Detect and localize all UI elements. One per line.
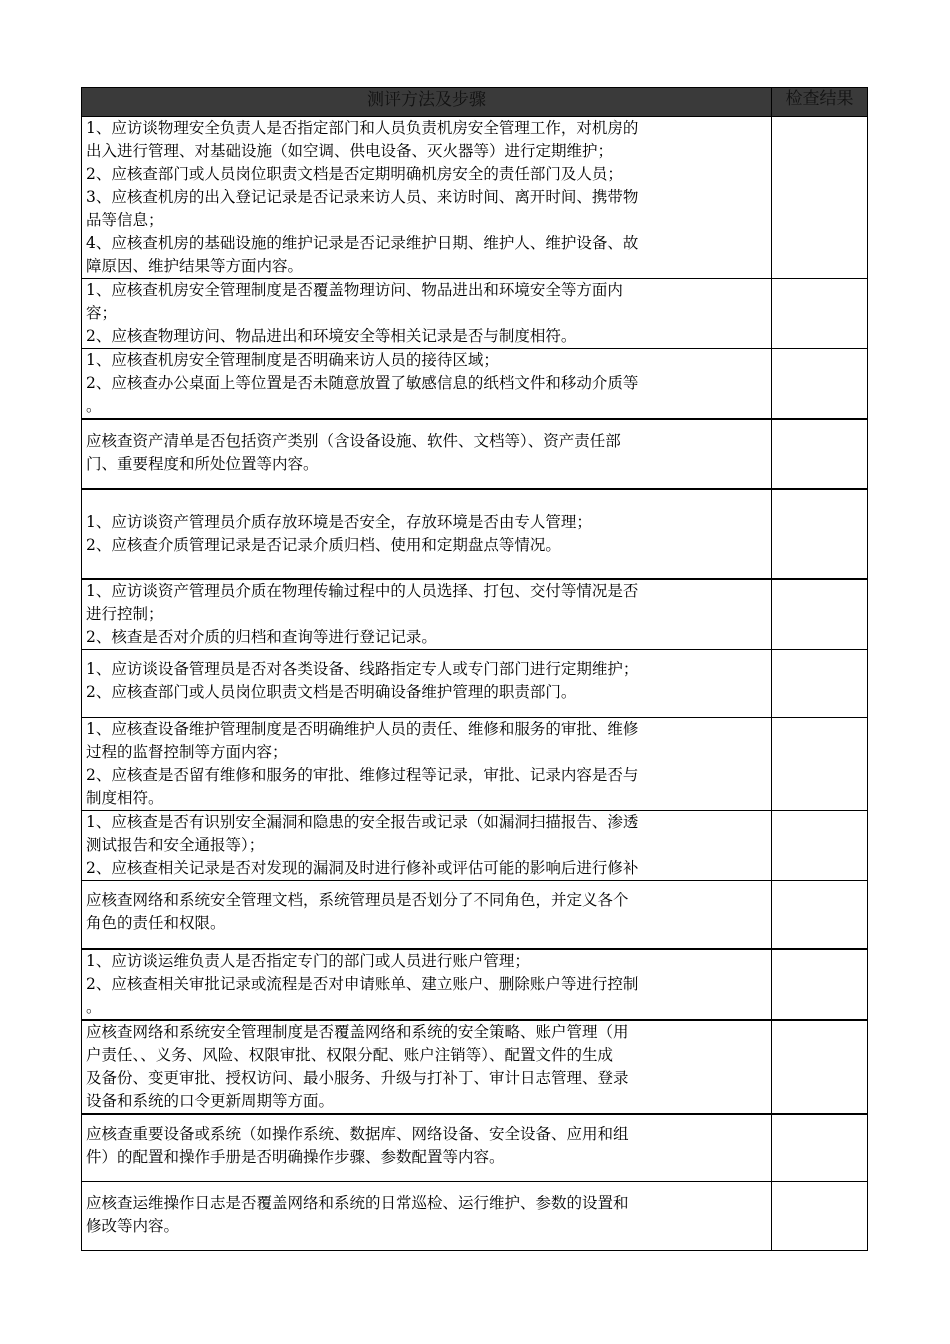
method-cell [82, 279, 772, 349]
cell-line: 2、应核查物理访问、物品进出和环境安全等相关记录是否与制度相符。 [86, 327, 577, 345]
cell-line: 2、应核查相关记录是否对发现的漏洞及时进行修补或评估可能的影响后进行修补 [86, 859, 639, 877]
table-row [82, 419, 868, 489]
method-cell [82, 949, 772, 1020]
result-cell[interactable] [772, 279, 868, 349]
result-header [772, 88, 868, 117]
cell-line: 角色的责任和权限。 [86, 914, 226, 932]
cell-line: 4、应核查机房的基础设施的维护记录是否记录维护日期、维护人、维护设备、故 [86, 234, 639, 252]
cell-line: 1、应访谈设备管理员是否对各类设备、线路指定专人或专门部门进行定期维护； [86, 660, 639, 678]
cell-line: 进行控制； [86, 605, 164, 623]
method-header: 测评方法及步骤 [82, 88, 772, 117]
table-row [82, 489, 868, 579]
cell-line: 2、应核查介质管理记录是否记录介质归档、使用和定期盘点等情况。 [86, 536, 561, 554]
result-cell[interactable] [772, 1020, 868, 1114]
method-cell [82, 117, 772, 279]
result-cell[interactable] [772, 489, 868, 579]
method-cell [82, 881, 772, 949]
cell-line: 应核查重要设备或系统（如操作系统、数据库、网络设备、安全设备、应用和组 [86, 1124, 629, 1143]
table-row [82, 949, 868, 1020]
cell-line: 应核查网络和系统安全管理制度是否覆盖网络和系统的安全策略、账户管理（用 [86, 1022, 629, 1041]
method-cell [82, 1114, 772, 1182]
table-row [82, 1020, 868, 1114]
assessment-table [81, 87, 868, 1251]
table-row [82, 579, 868, 650]
cell-line: 制度相符。 [86, 789, 164, 807]
cell-line: 应核查网络和系统安全管理文档，系统管理员是否划分了不同角色，并定义各个 [86, 891, 629, 909]
table-row [82, 279, 868, 349]
cell-line: 1、应访谈资产管理员介质存放环境是否安全，存放环境是否由专人管理； [86, 513, 592, 531]
result-cell[interactable] [772, 718, 868, 811]
table-row [82, 811, 868, 881]
cell-line: 1、应核查设备维护管理制度是否明确维护人员的责任、维修和服务的审批、维修 [86, 720, 639, 738]
cell-line: 2、应核查是否留有维修和服务的审批、维修过程等记录，审批、记录内容是否与 [86, 766, 639, 784]
cell-line: 1、应访谈物理安全负责人是否指定部门和人员负责机房安全管理工作，对机房的 [86, 119, 639, 137]
cell-line: 1、应核查是否有识别安全漏洞和隐患的安全报告或记录（如漏洞扫描报告、渗透 [86, 813, 639, 831]
result-cell[interactable] [772, 117, 868, 279]
cell-line: 2、核查是否对介质的归档和查询等进行登记记录。 [86, 628, 437, 646]
cell-line: 障原因、维护结果等方面内容。 [86, 257, 304, 275]
table-row [82, 650, 868, 718]
table-row [82, 349, 868, 420]
cell-line: 应核查资产清单是否包括资产类别（含设备设施、软件、文档等）、资产责任部 [86, 432, 621, 450]
cell-line: 1、应核查机房安全管理制度是否明确来访人员的接待区域； [86, 351, 499, 369]
result-cell[interactable] [772, 579, 868, 650]
cell-line: 容； [86, 304, 118, 322]
cell-line: 2、应核查办公桌面上等位置是否未随意放置了敏感信息的纸档文件和移动介质等 [86, 374, 639, 392]
table-row [82, 718, 868, 811]
cell-line: 门、重要程度和所处位置等内容。 [86, 455, 319, 473]
result-cell[interactable] [772, 349, 868, 420]
method-cell [82, 579, 772, 650]
cell-line: 2、应核查部门或人员岗位职责文档是否明确设备维护管理的职责部门。 [86, 683, 577, 701]
cell-line: 设备和系统的口令更新周期等方面。 [86, 1091, 335, 1110]
header-row [82, 88, 868, 117]
cell-line: 。 [86, 397, 102, 415]
method-cell [82, 811, 772, 881]
cell-line: 户责任、、义务、风险、权限审批、权限分配、账户注销等）、配置文件的生成 [86, 1045, 614, 1064]
cell-line: 。 [86, 997, 102, 1016]
table-row [82, 1182, 868, 1251]
cell-line: 过程的监督控制等方面内容； [86, 743, 288, 761]
cell-line: 1、应访谈运维负责人是否指定专门的部门或人员进行账户管理； [86, 951, 530, 970]
method-cell [82, 650, 772, 718]
method-cell [82, 349, 772, 420]
result-cell[interactable] [772, 650, 868, 718]
result-cell[interactable] [772, 811, 868, 881]
result-cell[interactable] [772, 881, 868, 949]
result-cell[interactable] [772, 419, 868, 489]
cell-line: 修改等内容。 [86, 1217, 180, 1235]
result-cell[interactable] [772, 949, 868, 1020]
result-cell[interactable] [772, 1182, 868, 1251]
method-cell [82, 1182, 772, 1251]
cell-line: 应核查运维操作日志是否覆盖网络和系统的日常巡检、运行维护、参数的设置和 [86, 1194, 629, 1212]
cell-line: 1、应访谈资产管理员介质在物理传输过程中的人员选择、打包、交付等情况是否 [86, 582, 639, 600]
table-row [82, 881, 868, 949]
cell-line: 2、应核查部门或人员岗位职责文档是否定期明确机房安全的责任部门及人员； [86, 165, 623, 183]
table-row [82, 117, 868, 279]
cell-line: 2、应核查相关审批记录或流程是否对申请账单、建立账户、删除账户等进行控制 [86, 974, 639, 993]
cell-line: 及备份、变更审批、授权访问、最小服务、升级与打补丁、审计日志管理、登录 [86, 1068, 629, 1087]
method-cell [82, 419, 772, 489]
result-cell[interactable] [772, 1114, 868, 1182]
cell-line: 测试报告和安全通报等）； [86, 836, 265, 854]
cell-line: 件）的配置和操作手册是否明确操作步骤、参数配置等内容。 [86, 1147, 505, 1166]
result-header-text: 检查结果 [785, 89, 854, 109]
cell-line: 出入进行管理、对基础设施（如空调、供电设备、灭火器等）进行定期维护； [86, 142, 614, 160]
assessment-sheet [81, 87, 867, 1251]
method-cell [82, 489, 772, 579]
table-row [82, 1114, 868, 1182]
cell-line: 1、应核查机房安全管理制度是否覆盖物理访问、物品进出和环境安全等方面内 [86, 281, 623, 299]
cell-line: 3、应核查机房的出入登记记录是否记录来访人员、来访时间、离开时间、携带物 [86, 188, 639, 206]
cell-line: 品等信息； [86, 211, 164, 229]
method-cell [82, 718, 772, 811]
method-cell [82, 1020, 772, 1114]
